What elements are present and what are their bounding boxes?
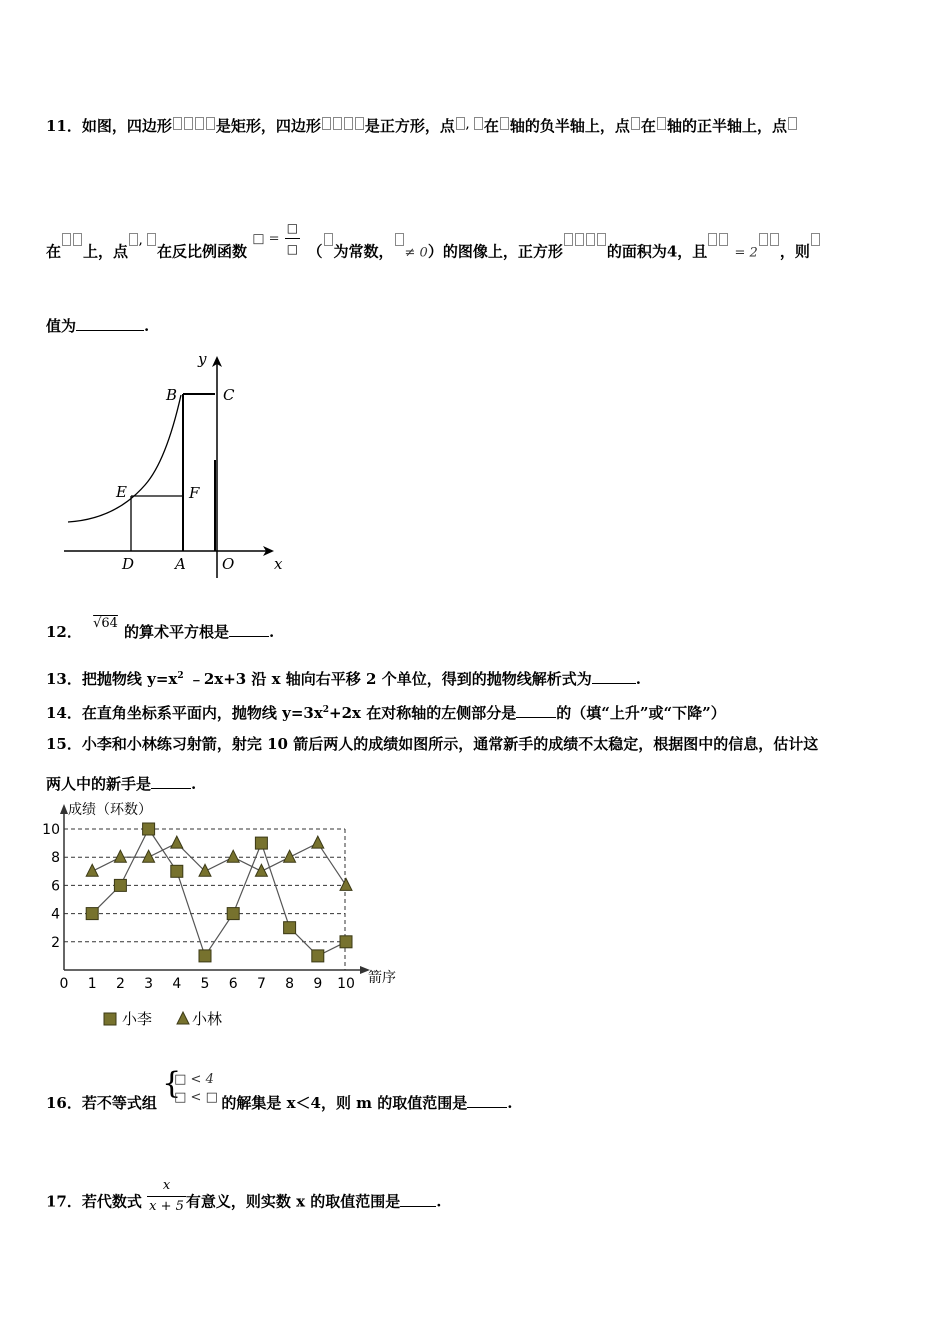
x-tick-label: 6	[228, 976, 238, 992]
answer-blank	[592, 667, 636, 684]
point-triangle-6	[227, 850, 239, 862]
inequality-system: { □ < 4 □ < □	[162, 1066, 218, 1105]
label-x: x	[274, 555, 283, 573]
fraction-expression: $\frac{x}{x + 5}$	[149, 1178, 184, 1214]
q15-line2: 两人中的新手是 .	[46, 772, 196, 794]
q14: 14．在直角坐标系平面内，抛物线 $y=3x^2+2x$ 在对称轴的左侧部分是 的（填“上升”或“下降”）	[46, 700, 726, 723]
label-O: O	[222, 555, 235, 573]
label-C: C	[223, 386, 235, 404]
x-tick-label: 0	[59, 976, 69, 992]
q11-figure	[60, 350, 290, 580]
point-triangle-5	[199, 864, 211, 876]
label-F: F	[189, 484, 200, 502]
x-tick-label: 10	[337, 976, 355, 992]
chart-legend	[104, 1010, 222, 1028]
point-triangle-3	[143, 850, 155, 862]
point-square-3	[143, 823, 155, 835]
x-tick-label: 2	[115, 976, 125, 992]
q12: 12． √64 的算术平方根是 .	[46, 616, 275, 641]
point-triangle-2	[114, 850, 126, 862]
legend-triangle-marker	[177, 1012, 189, 1024]
y-tick-label: 2	[51, 934, 60, 951]
answer-blank	[76, 314, 144, 331]
answer-blank	[151, 772, 191, 789]
point-square-4	[171, 865, 183, 877]
chart-series	[86, 823, 352, 962]
point-triangle-9	[312, 836, 324, 848]
point-triangle-10	[340, 878, 352, 890]
q11-line1: 11．如图，四边形 是矩形，四边形 是正方形，点 , 在 轴的负半轴上，点 在 轴的正半轴上，点	[46, 116, 798, 136]
point-square-10	[340, 936, 352, 948]
answer-blank	[229, 620, 269, 637]
point-triangle-8	[284, 850, 296, 862]
chart-text	[42, 801, 396, 992]
x-tick-label: 5	[200, 976, 210, 992]
q15-line1: 15．小李和小林练习射箭，射完 10 箭后两人的成绩如图所示，通常新手的成绩不太稳定，根据图中的信息，估计这	[46, 735, 819, 753]
x-tick-label: 9	[313, 976, 323, 992]
q13: 13．把抛物线 $y=x^2$ ﹣2x+3 沿 x 轴向右平移 2 个单位，得到的抛物线解析式为 .	[46, 666, 641, 689]
y-tick-label: 6	[51, 878, 60, 895]
point-square-5	[199, 950, 211, 962]
inverse-function-formula: □ = $\frac{□}{□}$	[252, 218, 302, 259]
q11-line3: 值为 .	[46, 314, 149, 336]
q11-line2: 在 上，点, 在反比例函数 □ = $\frac{□}{□}$ （ 为常数， ≠ 0）的图像上，正方形 的面积为4，且 = 2 ，则	[46, 232, 821, 273]
hyperbola-curve	[68, 395, 181, 522]
series-line-1	[92, 843, 346, 885]
label-B: B	[166, 386, 178, 404]
answer-blank	[467, 1091, 507, 1108]
point-square-9	[312, 950, 324, 962]
answer-blank	[516, 701, 556, 718]
legend-square-marker	[104, 1013, 116, 1025]
x-tick-label: 8	[285, 976, 295, 992]
label-E: E	[116, 483, 127, 501]
legend-label-xiaoli: 小李	[122, 1010, 153, 1028]
y-tick-label: 4	[51, 906, 60, 923]
answer-blank	[400, 1190, 436, 1207]
point-square-2	[114, 879, 126, 891]
x-tick-label: 3	[144, 976, 154, 992]
x-axis-title: 箭序	[368, 970, 396, 986]
y-axis-title: 成绩（环数）	[68, 802, 152, 818]
y-tick-label: 8	[51, 850, 60, 867]
y-axis-arrow	[60, 804, 68, 814]
label-D: D	[122, 555, 135, 573]
q16: 16．若不等式组 { □ < 4 □ < □ 的解集是 x＜4，则 m 的取值范围是 .	[46, 1066, 513, 1112]
label-y: y	[198, 350, 207, 368]
point-triangle-4	[171, 836, 183, 848]
point-square-8	[284, 922, 296, 934]
score-chart	[36, 796, 416, 1041]
label-A: A	[175, 555, 186, 573]
radical-expression: √64	[93, 616, 118, 631]
q17: 17．若代数式 $\frac{x}{x + 5}$ 有意义，则实数 x 的取值范围是 .	[46, 1182, 442, 1223]
point-square-6	[227, 908, 239, 920]
point-triangle-7	[255, 864, 267, 876]
x-tick-label: 7	[256, 976, 266, 992]
legend-label-xiaolin: 小林	[192, 1010, 223, 1028]
x-tick-label: 1	[87, 976, 97, 992]
point-triangle-1	[86, 864, 98, 876]
y-tick-label: 10	[42, 822, 60, 838]
point-square-7	[255, 837, 267, 849]
x-tick-label: 4	[172, 976, 182, 992]
point-square-1	[86, 908, 98, 920]
